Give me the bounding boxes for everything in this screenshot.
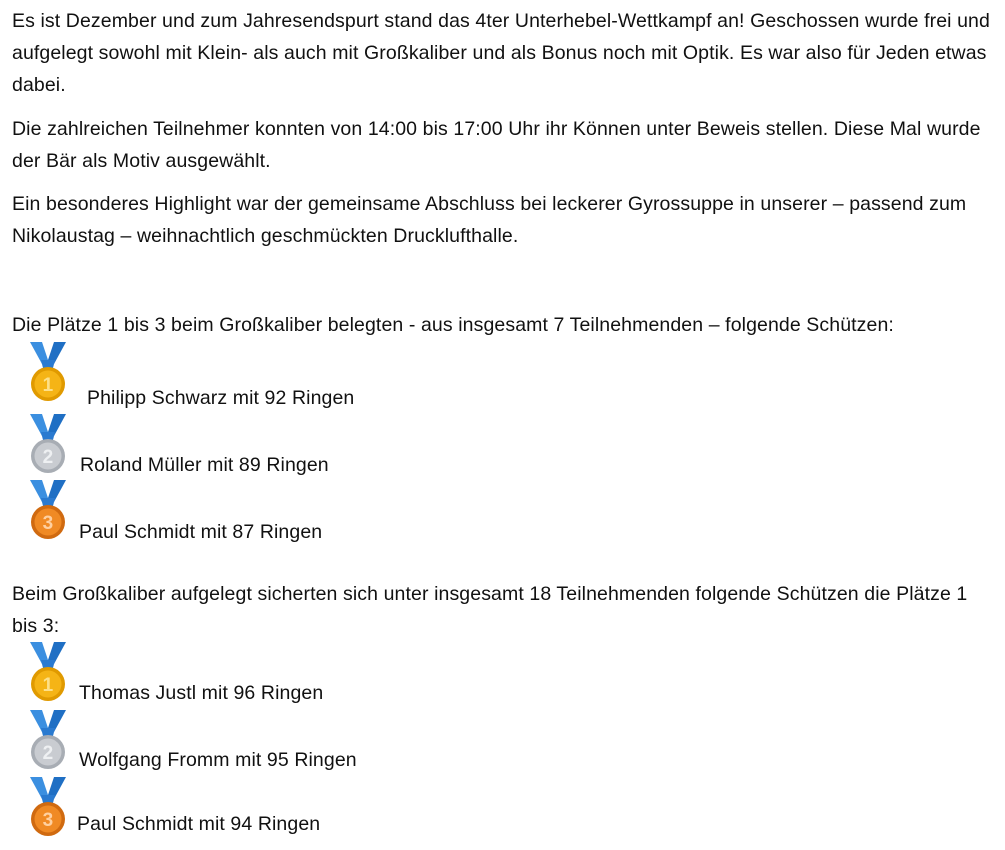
intro-paragraph-1: Es ist Dezember und zum Jahresendspurt stand das 4ter Unterhebel-Wettkampf an! Geschossen wurde frei und aufgelegt sowohl mit Klein- als auch mit Großkaliber und als Bonus noch mit Optik. Es war also für Jeden etwas dabei. [12, 10, 990, 96]
placement-item [26, 412, 726, 476]
placement-text: Roland Müller mit 89 Ringen [80, 454, 329, 476]
svg-text:2: 2 [42, 743, 54, 764]
svg-text:3: 3 [42, 513, 54, 534]
svg-text:1: 1 [42, 375, 54, 396]
svg-text:3: 3 [42, 810, 54, 831]
placement-item [26, 340, 726, 409]
bronze-medal-icon [26, 775, 70, 839]
section-1-heading: Die Plätze 1 bis 3 beim Großkaliber belegten - aus insgesamt 7 Teilnehmenden – folgende Schützen: [12, 314, 894, 336]
placement-item [26, 708, 726, 772]
gold-medal-icon [26, 640, 70, 704]
placement-text: Philipp Schwarz mit 92 Ringen [87, 387, 355, 409]
intro-paragraph-3: Ein besonderes Highlight war der gemeinsame Abschluss bei leckerer Gyrossuppe in unserer – passend zum Nikolaustag – weihnachtlich geschmückten Drucklufthalle. [12, 193, 967, 247]
placement-item [26, 775, 726, 839]
placement-text: Thomas Justl mit 96 Ringen [79, 682, 324, 704]
placement-text: Paul Schmidt mit 94 Ringen [77, 813, 321, 835]
svg-text:2: 2 [42, 447, 54, 468]
svg-text:1: 1 [42, 675, 54, 696]
section-2-heading: Beim Großkaliber aufgelegt sicherten sich unter insgesamt 18 Teilnehmenden folgende Schützen die Plätze 1 bis 3: [12, 583, 968, 637]
silver-medal-icon [26, 708, 70, 772]
gold-medal-icon [26, 340, 70, 404]
placement-text: Wolfgang Fromm mit 95 Ringen [79, 749, 357, 771]
bronze-medal-icon [26, 478, 70, 542]
placement-item [26, 478, 726, 542]
intro-paragraph-2: Die zahlreichen Teilnehmer konnten von 14:00 bis 17:00 Uhr ihr Können unter Beweis stellen. Diese Mal wurde der Bär als Motiv ausgewählt. [12, 118, 981, 172]
placement-item [26, 640, 726, 704]
placement-text: Paul Schmidt mit 87 Ringen [79, 521, 323, 543]
silver-medal-icon [26, 412, 70, 476]
